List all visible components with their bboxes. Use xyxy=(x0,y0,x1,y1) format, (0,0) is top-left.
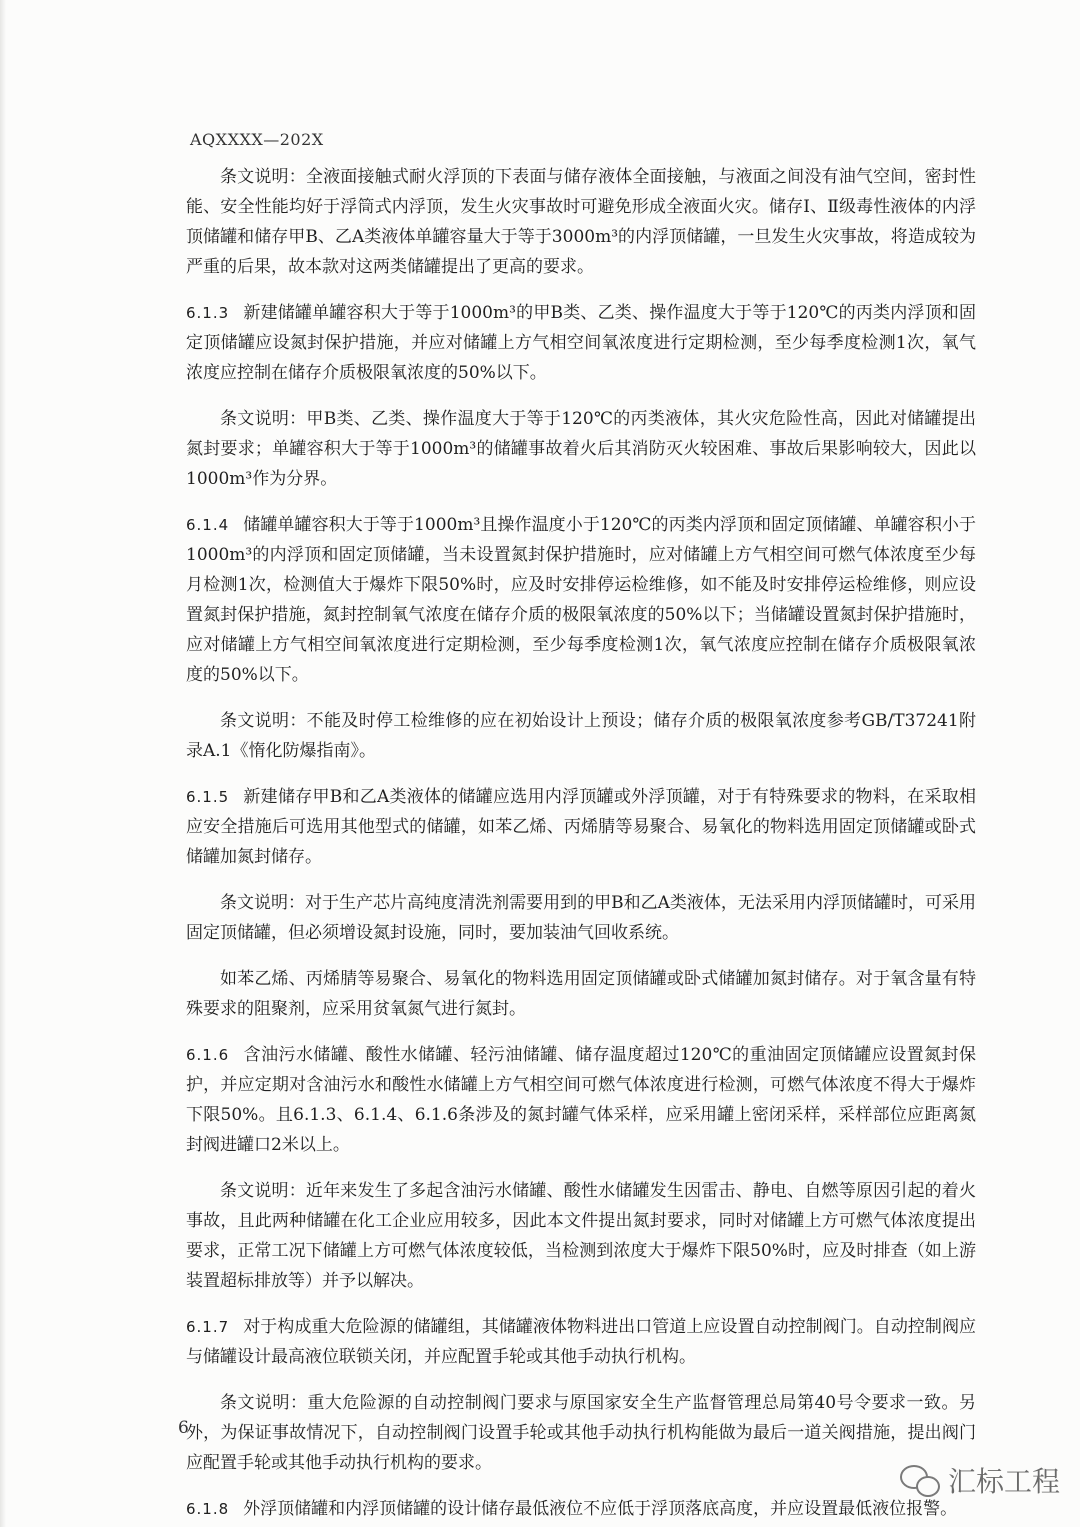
clause-number: 6.1.8 xyxy=(186,1500,230,1518)
clause-text: 新建储罐单罐容积大于等于1000m³的甲B类、乙类、操作温度大于等于120℃的丙类内浮顶和固定顶储罐应设氮封保护措施，并应对储罐上方气相空间氧浓度进行定期检测，至少每季度检测1次，氧气浓度应控制在储存介质极限氧浓度的50%以下。 xyxy=(186,303,976,383)
clause-text: 新建储存甲B和乙A类液体的储罐应选用内浮顶罐或外浮顶罐，对于有特殊要求的物料，在采取相应安全措施后可选用其他型式的储罐，如苯乙烯、丙烯腈等易聚合、易氧化的物料选用固定顶储罐或卧式储罐加氮封储存。 xyxy=(186,787,976,867)
clause-text: 外浮顶储罐和内浮顶储罐的设计储存最低液位不应低于浮顶落底高度，并应设置最低液位报警。 xyxy=(243,1499,958,1519)
explanation-paragraph: 条文说明：对于生产芯片高纯度清洗剂需要用到的甲B和乙A类液体，无法采用内浮顶储罐时，可采用固定顶储罐，但必须增设氮封设施，同时，要加装油气回收系统。 xyxy=(186,893,976,943)
clause-paragraph xyxy=(186,510,976,690)
clause-number: 6.1.6 xyxy=(186,1046,230,1064)
clause-text: 含油污水储罐、酸性水储罐、轻污油储罐、储存温度超过120℃的重油固定顶储罐应设置氮封保护，并应定期对含油污水和酸性水储罐上方气相空间可燃气体浓度进行检测，可燃气体浓度不得大于爆炸下限50%。且6.1.3、6.1.4、6.1.6条涉及的氮封罐气体采样，应采用罐上密闭采样，采样部位应距离氮封阀进罐口2米以上。 xyxy=(186,1045,976,1155)
wechat-icon xyxy=(900,1463,940,1497)
clause-text: 储罐单罐容积大于等于1000m³且操作温度小于120℃的丙类内浮顶和固定顶储罐、单罐容积小于1000m³的内浮顶和固定顶储罐，当未设置氮封保护措施时，应对储罐上方气相空间可燃气体浓度至少每月检测1次，检测值大于爆炸下限50%时，应及时安排停运检维修，如不能及时安排停运检维修，则应设置氮封保护措施，氮封控制氧气浓度在储存介质的极限氧浓度的50%以下；当储罐设置氮封保护措施时，应对储罐上方气相空间氧浓度进行定期检测，至少每季度检测1次，氧气浓度应控制在储存介质极限氧浓度的50%以下。 xyxy=(186,515,976,685)
clause-paragraph xyxy=(186,1040,976,1160)
clause-paragraph xyxy=(186,298,976,388)
explanation-paragraph: 条文说明：近年来发生了多起含油污水储罐、酸性水储罐发生因雷击、静电、自燃等原因引起的着火事故，且此两种储罐在化工企业应用较多，因此本文件提出氮封要求，同时对储罐上方可燃气体浓度提出要求，正常工况下储罐上方可燃气体浓度较低，当检测到浓度大于爆炸下限50%时，应及时排查（如上游装置超标排放等）并予以解决。 xyxy=(186,1181,976,1291)
explanation-paragraph: 条文说明：甲B类、乙类、操作温度大于等于120℃的丙类液体，其火灾危险性高，因此对储罐提出氮封要求；单罐容积大于等于1000m³的储罐事故着火后其消防灭火较困难、事故后果影响较大，因此以1000m³作为分界。 xyxy=(186,409,976,489)
clause-text: 对于构成重大危险源的储罐组，其储罐液体物料进出口管道上应设置自动控制阀门。自动控制阀应与储罐设计最高液位联锁关闭，并应配置手轮或其他手动执行机构。 xyxy=(186,1317,976,1367)
clause-number: 6.1.3 xyxy=(186,304,230,322)
clause-number: 6.1.5 xyxy=(186,788,230,806)
clause-paragraph xyxy=(186,1312,976,1372)
document-code: AQXXXX—202X xyxy=(190,130,324,149)
page-edge xyxy=(0,0,6,1527)
explanation-paragraph: 条文说明：重大危险源的自动控制阀门要求与原国家安全生产监督管理总局第40号令要求一致。另外，为保证事故情况下，自动控制阀门设置手轮或其他手动执行机构能做为最后一道关阀措施，提出阀门应配置手轮或其他手动执行机构的要求。 xyxy=(186,1393,976,1473)
clause-paragraph xyxy=(186,782,976,872)
page-number: 6 xyxy=(178,1418,189,1438)
clause-paragraph xyxy=(186,1494,976,1524)
watermark-text: 汇标工程 xyxy=(948,1465,1061,1498)
clause-number: 6.1.7 xyxy=(186,1318,230,1336)
clause-number: 6.1.4 xyxy=(186,516,230,534)
explanation-paragraph: 条文说明：全液面接触式耐火浮顶的下表面与储存液体全面接触，与液面之间没有油气空间，密封性能、安全性能均好于浮筒式内浮顶，发生火灾事故时可避免形成全液面火灾。储存Ⅰ、Ⅱ级毒性液体的内浮顶储罐和储存甲B、乙A类液体单罐容量大于等于3000m³的内浮顶储罐，一旦发生火灾事故，将造成较为严重的后果，故本款对这两类储罐提出了更高的要求。 xyxy=(186,167,976,277)
watermark xyxy=(900,1460,1060,1500)
explanation-paragraph: 如苯乙烯、丙烯腈等易聚合、易氧化的物料选用固定顶储罐或卧式储罐加氮封储存。对于氧含量有特殊要求的阻聚剂，应采用贫氧氮气进行氮封。 xyxy=(186,969,976,1019)
document-body xyxy=(186,162,976,1540)
explanation-paragraph: 条文说明：不能及时停工检维修的应在初始设计上预设；储存介质的极限氧浓度参考GB/T37241附录A.1《惰化防爆指南》。 xyxy=(186,711,976,761)
